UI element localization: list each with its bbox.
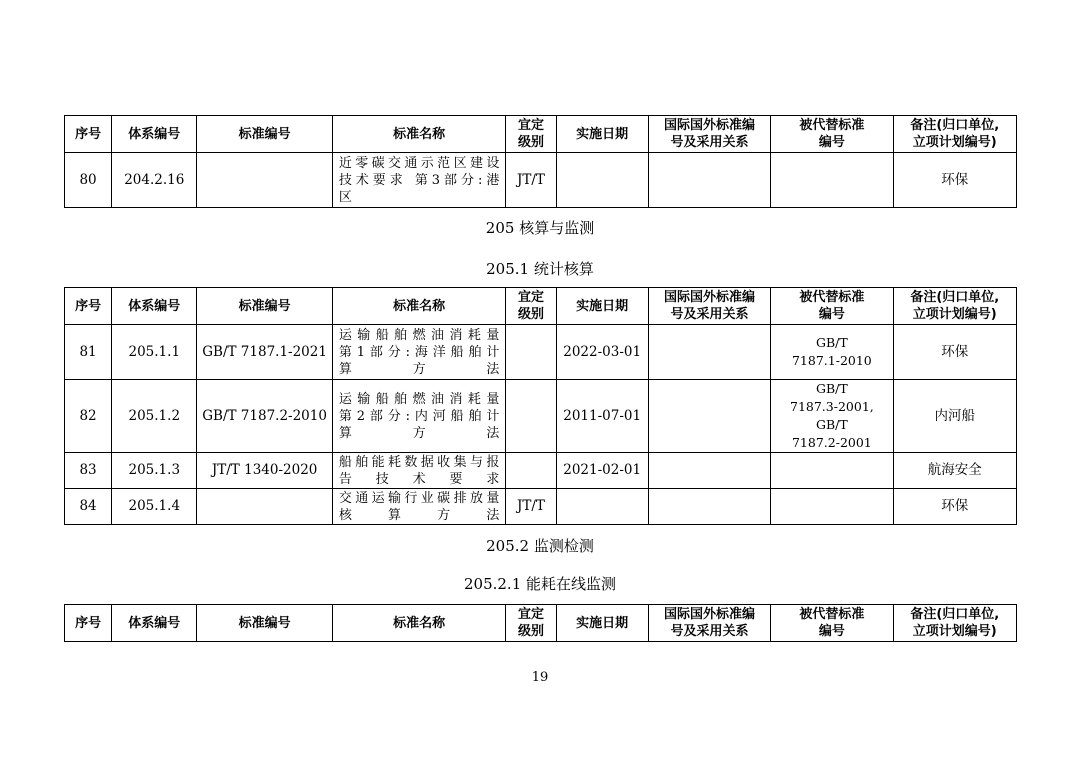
col-stdno: 标准编号	[197, 605, 332, 642]
cell-line: 算方法	[338, 361, 500, 377]
col-seq: 序号	[65, 605, 112, 642]
cell-line: GB/T	[816, 381, 848, 396]
cell-line: 7187.1-2010	[791, 353, 872, 368]
cell-intl	[648, 489, 770, 525]
col-name: 标准名称	[332, 605, 506, 642]
cell-line: 7187.2-2001	[791, 435, 872, 450]
cell-sys: 205.1.2	[112, 380, 197, 453]
col-seq: 序号	[65, 288, 112, 325]
cell-line: 交通运输行业碳排放量	[338, 490, 500, 506]
cell-replaced	[771, 489, 893, 525]
page-number: 19	[531, 670, 549, 685]
cell-seq: 83	[65, 453, 112, 489]
cell-note: 内河船	[893, 380, 1016, 453]
cell-name	[332, 153, 506, 208]
cell-stdno	[197, 489, 332, 525]
col-date: 实施日期	[556, 116, 648, 153]
cell-replaced	[771, 153, 893, 208]
cell-date: 2021-02-01	[556, 453, 648, 489]
col-name: 标准名称	[332, 116, 506, 153]
cell-intl	[648, 325, 770, 380]
cell-line: GB/T	[816, 417, 848, 432]
col-sys: 体系编号	[112, 605, 197, 642]
cell-note: 环保	[893, 489, 1016, 525]
cell-line: 运输船舶燃油消耗量	[338, 327, 500, 343]
cell-seq: 84	[65, 489, 112, 525]
cell-replaced	[771, 453, 893, 489]
section-heading-205: 205 核算与监测	[485, 219, 595, 237]
cell-sys: 205.1.3	[112, 453, 197, 489]
col-stdno: 标准编号	[197, 288, 332, 325]
cell-line: 近零碳交通示范区建设	[338, 155, 500, 171]
cell-sys: 205.1.1	[112, 325, 197, 380]
cell-intl	[648, 453, 770, 489]
cell-name	[332, 453, 506, 489]
section-heading-205-2: 205.2 监测检测	[486, 537, 594, 555]
cell-stdno: JT/T 1340-2020	[197, 453, 332, 489]
cell-date	[556, 153, 648, 208]
section-heading-205-2-1: 205.2.1 能耗在线监测	[463, 575, 617, 593]
cell-line: 7187.3-2001,	[790, 399, 874, 414]
cell-stdno: GB/T 7187.2-2010	[197, 380, 332, 453]
cell-date	[556, 489, 648, 525]
cell-line: 算方法	[338, 425, 500, 441]
col-stdno: 标准编号	[197, 116, 332, 153]
cell-line: 船舶能耗数据收集与报	[338, 454, 500, 470]
cell-note: 环保	[893, 325, 1016, 380]
cell-level	[506, 380, 556, 453]
cell-level: JT/T	[506, 489, 556, 525]
col-date: 实施日期	[556, 605, 648, 642]
cell-line: 技术要求 第3部分:港	[338, 172, 500, 188]
standards-table-2	[64, 287, 1017, 525]
cell-line: 第1部分:海洋船舶计	[338, 344, 500, 360]
cell-line: 告技术要求	[338, 471, 500, 487]
col-intl: 国际国外标准编 号及采用关系	[648, 605, 770, 642]
table-header-row	[65, 288, 1017, 325]
cell-stdno	[197, 153, 332, 208]
cell-date: 2011-07-01	[556, 380, 648, 453]
table-row	[65, 153, 1017, 208]
cell-line: 核算方法	[338, 507, 500, 523]
col-sys: 体系编号	[112, 288, 197, 325]
col-level: 宜定 级别	[506, 116, 556, 153]
col-replaced: 被代替标准 编号	[771, 605, 893, 642]
cell-date: 2022-03-01	[556, 325, 648, 380]
table-header-row	[65, 605, 1017, 642]
table-row	[65, 325, 1017, 380]
cell-name	[332, 380, 506, 453]
cell-level: JT/T	[506, 153, 556, 208]
col-note: 备注(归口单位, 立项计划编号)	[893, 116, 1016, 153]
cell-seq: 81	[65, 325, 112, 380]
col-sys: 体系编号	[112, 116, 197, 153]
col-intl: 国际国外标准编 号及采用关系	[648, 116, 770, 153]
col-replaced: 被代替标准 编号	[771, 288, 893, 325]
cell-level	[506, 325, 556, 380]
col-date: 实施日期	[556, 288, 648, 325]
cell-name	[332, 325, 506, 380]
col-note: 备注(归口单位, 立项计划编号)	[893, 605, 1016, 642]
cell-intl	[648, 380, 770, 453]
col-note: 备注(归口单位, 立项计划编号)	[893, 288, 1016, 325]
col-replaced: 被代替标准 编号	[771, 116, 893, 153]
standards-table-1	[64, 115, 1017, 208]
cell-replaced	[771, 325, 893, 380]
col-intl: 国际国外标准编 号及采用关系	[648, 288, 770, 325]
cell-line: GB/T	[816, 335, 848, 350]
cell-stdno: GB/T 7187.1-2021	[197, 325, 332, 380]
cell-line: 第2部分:内河船舶计	[338, 408, 500, 424]
col-level: 宜定 级别	[506, 288, 556, 325]
col-seq: 序号	[65, 116, 112, 153]
cell-replaced	[771, 380, 893, 453]
cell-note: 航海安全	[893, 453, 1016, 489]
table-row	[65, 489, 1017, 525]
section-heading-205-1: 205.1 统计核算	[486, 260, 594, 278]
cell-level	[506, 453, 556, 489]
cell-seq: 82	[65, 380, 112, 453]
cell-sys: 205.1.4	[112, 489, 197, 525]
cell-sys: 204.2.16	[112, 153, 197, 208]
cell-note: 环保	[893, 153, 1016, 208]
table-header-row	[65, 116, 1017, 153]
cell-line: 区	[338, 189, 352, 205]
col-name: 标准名称	[332, 288, 506, 325]
cell-seq: 80	[65, 153, 112, 208]
cell-intl	[648, 153, 770, 208]
col-level: 宜定 级别	[506, 605, 556, 642]
cell-name	[332, 489, 506, 525]
standards-table-3	[64, 604, 1017, 642]
table-row	[65, 453, 1017, 489]
table-row	[65, 380, 1017, 453]
cell-line: 运输船舶燃油消耗量	[338, 391, 500, 407]
